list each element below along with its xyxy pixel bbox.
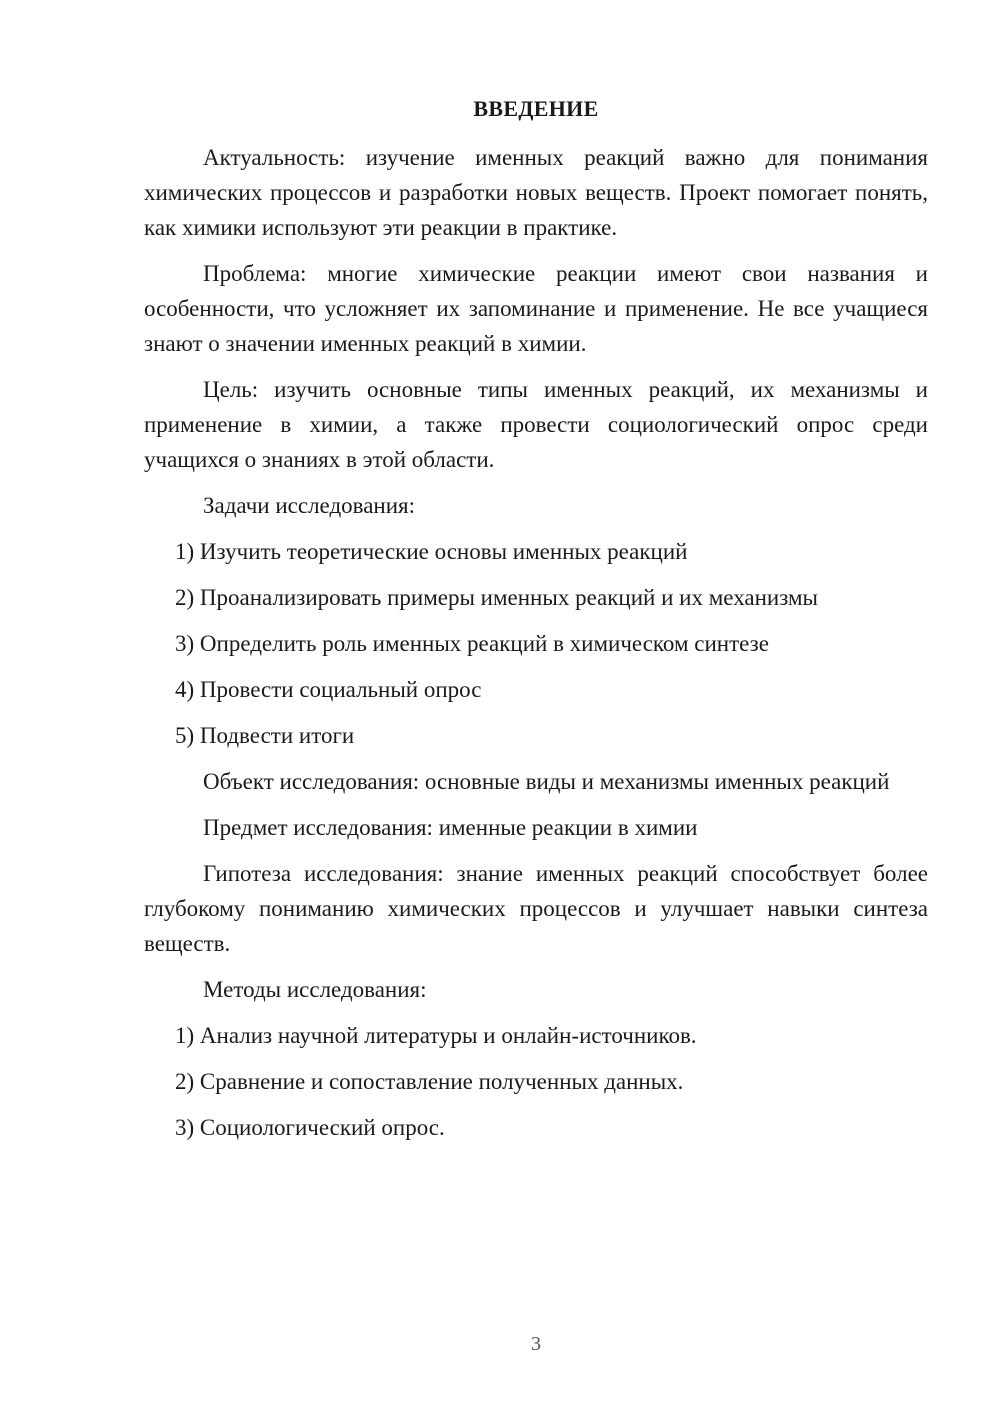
goal-paragraph: Цель: изучить основные типы именных реакций, их механизмы и применение в химии, а также провести социологический опрос среди учащихся о знаниях в этой области. <box>144 377 928 472</box>
methods-title: Методы исследования: <box>203 977 427 1002</box>
tasks-list <box>144 534 928 753</box>
tasks-list-item: 3) Определить роль именных реакций в химическом синтезе <box>175 631 769 656</box>
document-body <box>144 140 928 1156</box>
methods-list-item: 1) Анализ научной литературы и онлайн-источников. <box>175 1023 697 1048</box>
tasks-list-item: 2) Проанализировать примеры именных реакций и их механизмы <box>175 585 818 610</box>
subject-paragraph: Предмет исследования: именные реакции в химии <box>203 815 698 840</box>
tasks-title: Задачи исследования: <box>203 493 416 518</box>
relevance-paragraph: Актуальность: изучение именных реакций важно для понимания химических процессов и разработки новых веществ. Проект помогает понять, как химики используют эти реакции в практике. <box>144 145 928 240</box>
tasks-list-item: 5) Подвести итоги <box>175 723 355 748</box>
object-paragraph: Объект исследования: основные виды и механизмы именных реакций <box>203 769 890 794</box>
methods-list-item: 2) Сравнение и сопоставление полученных данных. <box>175 1069 684 1094</box>
page-number: 3 <box>531 1333 541 1355</box>
hypothesis-paragraph: Гипотеза исследования: знание именных реакций способствует более глубокому пониманию химических процессов и улучшает навыки синтеза веществ. <box>144 861 928 956</box>
tasks-list-item: 1) Изучить теоретические основы именных реакций <box>175 539 688 564</box>
section-heading: ВВЕДЕНИЕ <box>473 96 599 121</box>
methods-list <box>144 1018 928 1145</box>
problem-paragraph: Проблема: многие химические реакции имеют свои названия и особенности, что усложняет их запоминание и применение. Не все учащиеся знают о значении именных реакций в химии. <box>144 261 928 356</box>
methods-list-item: 3) Социологический опрос. <box>175 1115 445 1140</box>
tasks-list-item: 4) Провести социальный опрос <box>175 677 482 702</box>
